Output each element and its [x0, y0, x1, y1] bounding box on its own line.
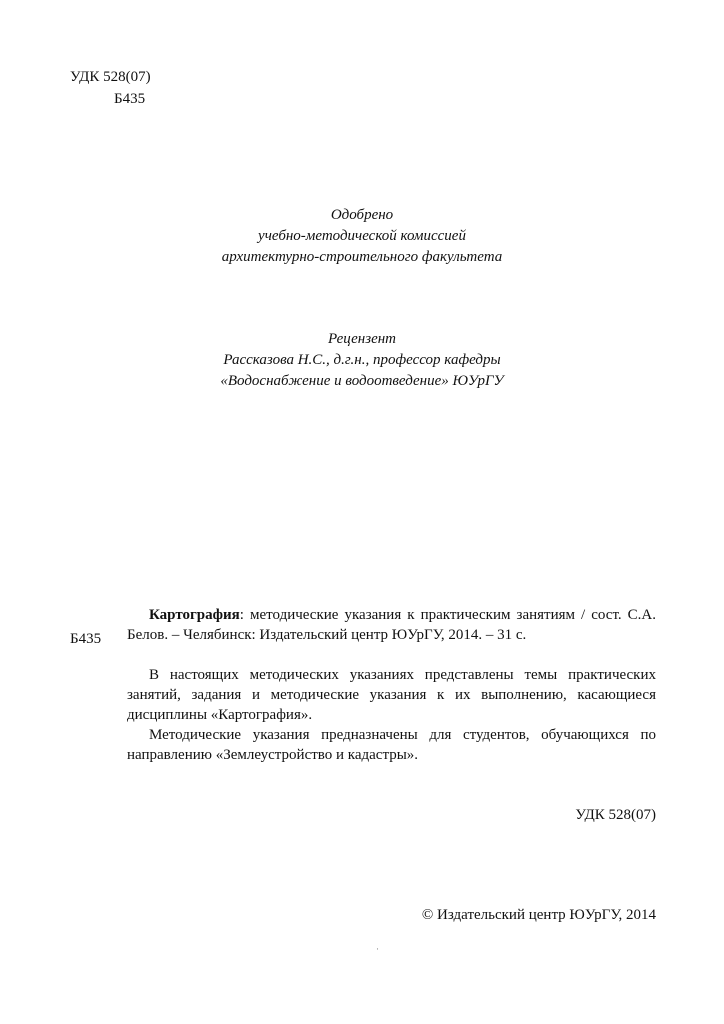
approval-faculty: архитектурно-строительного факультета	[221, 249, 503, 265]
page-mark: ·	[376, 944, 379, 954]
approval-title: Одобрено	[330, 207, 394, 223]
annotation-paragraph-2: Методические указания предназначены для студентов, обучающихся по направлению «Землеустройство и кадастры».	[127, 727, 656, 763]
reviewer-name: Рассказова Н.С., д.г.н., профессор кафедры	[223, 352, 501, 368]
annotation-paragraph-1: В настоящих методических указаниях представлены темы практических занятий, задания и методические указания к их выполнению, касающиеся дисциплины «Картография».	[127, 667, 656, 723]
copyright-line: © Издательский центр ЮУрГУ, 2014	[421, 907, 656, 923]
book-imprint: : методические указания к практическим занятиям / сост. С.А. Белов. – Челябинск: Издательский центр ЮУрГУ, 2014. – 31 с.	[127, 607, 656, 643]
bibliographic-record	[127, 605, 656, 645]
reviewer-block	[0, 330, 724, 393]
book-title: Картография	[149, 607, 240, 623]
author-code-top: Б435	[114, 91, 146, 107]
reviewer-title: Рецензент	[327, 331, 397, 347]
approval-block	[0, 206, 724, 269]
author-code-bibliography: Б435	[70, 631, 102, 647]
udk-code-bottom: УДК 528(07)	[575, 807, 656, 823]
reviewer-department: «Водоснабжение и водоотведение» ЮУрГУ	[220, 373, 504, 389]
approval-commission: учебно-методической комиссией	[258, 228, 466, 244]
bibliographic-description	[127, 605, 656, 765]
udk-code-top: УДК 528(07)	[70, 69, 151, 85]
